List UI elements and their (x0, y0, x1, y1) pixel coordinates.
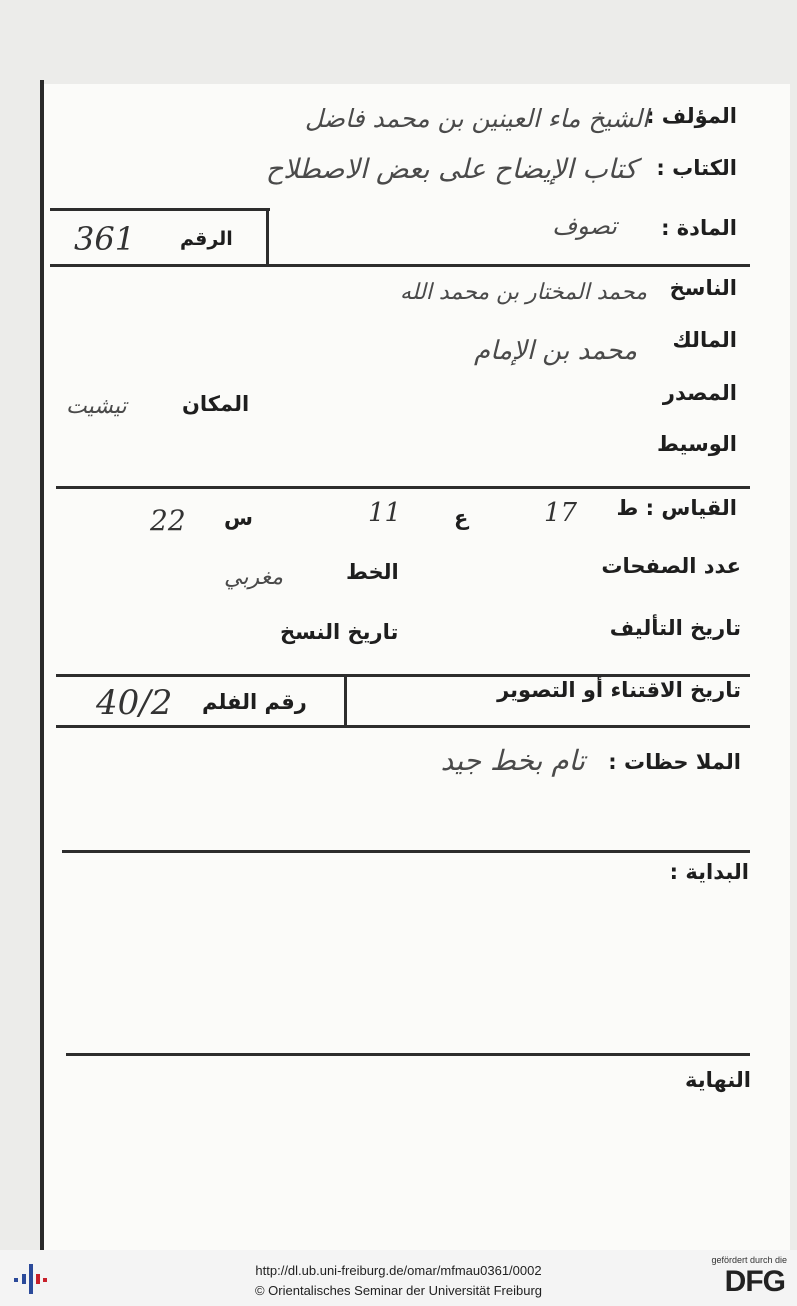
acquisition-date-label: تاريخ الاقتناء أو التصوير (497, 678, 741, 702)
copyist-value: محمد المختار بن محمد الله (400, 280, 647, 305)
size-lines-label: س (224, 506, 253, 530)
subject-value: تصوف (552, 212, 617, 240)
author-label: المؤلف : (646, 104, 737, 128)
number-value: 361 (74, 220, 136, 258)
footer-url[interactable]: http://dl.ub.uni-freiburg.de/omar/mfmau0361/0002 (255, 1263, 542, 1278)
size-width-label: ع (454, 506, 469, 530)
separator-top (50, 208, 270, 211)
separator-1 (50, 264, 750, 267)
footer-copyright: © Orientalisches Seminar der Universität Freiburg (254, 1283, 542, 1298)
subject-label: المادة : (661, 216, 737, 240)
owner-value: محمد بن الإمام (474, 336, 637, 366)
film-number-label: رقم الفلم (202, 690, 307, 714)
owner-label: المالك (672, 328, 737, 352)
copyist-label: الناسخ (669, 276, 737, 300)
book-label: الكتاب : (656, 156, 737, 180)
notes-value: تام بخط جيد (440, 744, 585, 777)
source-label: المصدر (662, 381, 737, 405)
separator-4 (56, 725, 750, 728)
place-value: تيشيت (66, 394, 127, 419)
separator-3 (56, 674, 750, 677)
catalog-card (44, 84, 790, 1250)
notes-label: الملا حظات : (608, 750, 741, 774)
separator-2 (56, 486, 750, 489)
pages-label: عدد الصفحات (601, 554, 741, 578)
beginning-label: البداية : (669, 860, 749, 884)
separator-5 (62, 850, 750, 853)
intermediary-label: الوسيط (657, 432, 737, 456)
dfg-logo: DFG (724, 1265, 785, 1298)
copy-date-label: تاريخ النسخ (280, 620, 399, 644)
separator-6 (66, 1053, 750, 1056)
size-length: 17 (544, 498, 578, 528)
composition-date-label: تاريخ التأليف (609, 616, 741, 640)
size-width: 11 (368, 498, 402, 528)
end-label: النهاية (684, 1068, 751, 1092)
footer-bar (0, 1250, 797, 1306)
author-value: الشيخ ماء العينين بن محمد فاضل (304, 104, 649, 133)
script-value: مغربي (224, 565, 283, 590)
film-number-value: 40/2 (96, 683, 173, 723)
book-value: كتاب الإيضاح على بعض الاصطلاح (265, 154, 637, 185)
script-label: الخط (346, 560, 399, 584)
number-label: الرقم (180, 228, 233, 250)
place-label: المكان (182, 392, 250, 416)
number-box-right-border (266, 208, 269, 264)
film-box-right-border (344, 674, 347, 726)
size-label: القياس : ط (616, 496, 737, 520)
funder-caption: gefördert durch die (711, 1255, 787, 1265)
size-lines: 22 (150, 504, 186, 537)
